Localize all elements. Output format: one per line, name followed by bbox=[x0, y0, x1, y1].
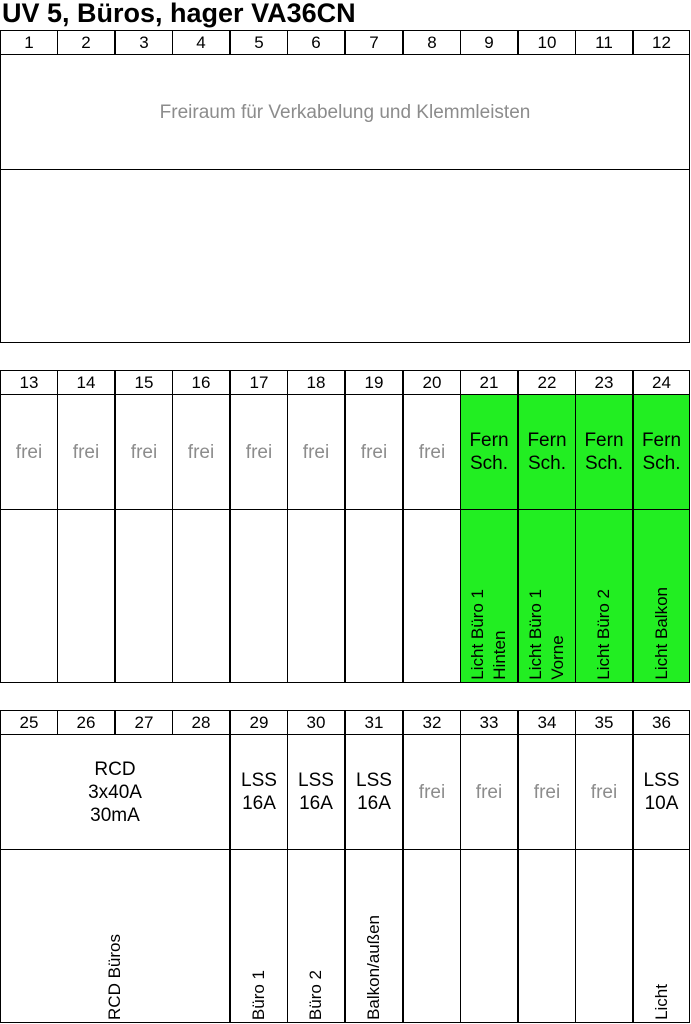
slot-number: 28 bbox=[172, 710, 230, 735]
device-label: frei bbox=[302, 441, 330, 463]
circuit-cell bbox=[575, 509, 633, 683]
empty-area bbox=[0, 169, 690, 343]
device-cell bbox=[287, 394, 345, 510]
slot-number: 10 bbox=[518, 30, 576, 55]
slot-number: 33 bbox=[460, 710, 518, 735]
device-label: LSS 16A bbox=[298, 770, 334, 814]
slot-number: 1 bbox=[0, 30, 58, 55]
slot-number: 24 bbox=[633, 370, 690, 395]
device-cell bbox=[57, 394, 115, 510]
circuit-cell bbox=[287, 509, 345, 683]
device-cell bbox=[518, 394, 576, 510]
rcd-circuit-cell bbox=[0, 849, 230, 1023]
device-label: frei bbox=[418, 441, 446, 463]
wiring-space bbox=[0, 54, 690, 170]
slot-number: 30 bbox=[287, 710, 345, 735]
slot-number: 11 bbox=[575, 30, 633, 55]
device-label: frei bbox=[533, 781, 561, 803]
slot-number: 3 bbox=[115, 30, 173, 55]
circuit-cell bbox=[575, 849, 633, 1023]
circuit-cell bbox=[230, 509, 288, 683]
device-label: Fern Sch. bbox=[527, 430, 567, 474]
device-cell bbox=[172, 394, 230, 510]
device-cell bbox=[403, 734, 461, 850]
circuit-label: Licht Büro 2 bbox=[594, 589, 613, 680]
slot-number: 14 bbox=[57, 370, 115, 395]
slot-number-row bbox=[0, 370, 691, 395]
device-cell bbox=[518, 734, 576, 850]
slot-number: 2 bbox=[57, 30, 115, 55]
circuit-label: Büro 2 bbox=[306, 969, 325, 1020]
device-cell bbox=[115, 394, 173, 510]
device-cell bbox=[633, 394, 690, 510]
device-cell bbox=[0, 394, 58, 510]
circuit-cell bbox=[287, 849, 345, 1023]
slot-number: 8 bbox=[403, 30, 461, 55]
page-title: UV 5, Büros, hager VA36CN bbox=[2, 0, 356, 28]
circuit-label: Büro 1 bbox=[249, 969, 268, 1020]
slot-number: 26 bbox=[57, 710, 115, 735]
slot-number: 19 bbox=[345, 370, 403, 395]
circuit-cell bbox=[57, 509, 115, 683]
device-cell bbox=[460, 394, 518, 510]
device-label: frei bbox=[360, 441, 388, 463]
rcd-circuit-label: RCD Büros bbox=[105, 934, 124, 1020]
rcd-device-label: RCD 3x40A 30mA bbox=[88, 758, 142, 826]
slot-number: 31 bbox=[345, 710, 403, 735]
slot-number: 13 bbox=[0, 370, 58, 395]
slot-number: 22 bbox=[518, 370, 576, 395]
circuit-cell bbox=[633, 849, 690, 1023]
circuit-cell bbox=[633, 509, 690, 683]
slot-number: 15 bbox=[115, 370, 173, 395]
circuit-cell bbox=[460, 509, 518, 683]
circuit-cell bbox=[403, 509, 461, 683]
slot-number: 6 bbox=[287, 30, 345, 55]
slot-number: 32 bbox=[403, 710, 461, 735]
device-label: frei bbox=[418, 781, 446, 803]
circuit-cell bbox=[0, 509, 58, 683]
slot-number: 25 bbox=[0, 710, 58, 735]
device-label: Fern Sch. bbox=[584, 430, 624, 474]
slot-number-row bbox=[0, 30, 691, 55]
device-label: frei bbox=[187, 441, 215, 463]
slot-number: 9 bbox=[460, 30, 518, 55]
device-label: frei bbox=[245, 441, 273, 463]
device-cell bbox=[345, 394, 403, 510]
device-cell bbox=[575, 734, 633, 850]
device-label: Fern Sch. bbox=[641, 430, 682, 474]
device-cell bbox=[575, 394, 633, 510]
slot-number: 16 bbox=[172, 370, 230, 395]
device-cell bbox=[230, 394, 288, 510]
circuit-cell bbox=[403, 849, 461, 1023]
slot-number: 35 bbox=[575, 710, 633, 735]
slot-number: 29 bbox=[230, 710, 288, 735]
circuit-cell bbox=[345, 509, 403, 683]
slot-number: 36 bbox=[633, 710, 690, 735]
device-cell bbox=[230, 734, 288, 850]
slot-number: 17 bbox=[230, 370, 288, 395]
circuit-label: Balkon/außen bbox=[364, 915, 383, 1020]
device-label: frei bbox=[72, 441, 100, 463]
circuit-cell bbox=[460, 849, 518, 1023]
panel-row-3 bbox=[0, 710, 691, 1024]
slot-number: 21 bbox=[460, 370, 518, 395]
slot-number: 23 bbox=[575, 370, 633, 395]
slot-number: 12 bbox=[633, 30, 690, 55]
circuit-cell bbox=[345, 849, 403, 1023]
device-cell bbox=[345, 734, 403, 850]
circuit-label: Licht Büro 1 Hinten bbox=[468, 589, 509, 680]
device-label: frei bbox=[475, 781, 503, 803]
device-label: LSS 10A bbox=[643, 770, 680, 814]
device-label: frei bbox=[590, 781, 618, 803]
device-label: LSS 16A bbox=[356, 770, 392, 814]
panel-row-1 bbox=[0, 30, 691, 344]
circuit-label: Licht Büro 1 Vorne bbox=[526, 589, 567, 680]
slot-number: 5 bbox=[230, 30, 288, 55]
slot-number-row bbox=[0, 710, 691, 735]
wiring-space-label: Freiraum für Verkabelung und Klemmleisten bbox=[159, 101, 531, 123]
device-label: LSS 16A bbox=[241, 770, 277, 814]
circuit-cell bbox=[115, 509, 173, 683]
slot-number: 34 bbox=[518, 710, 576, 735]
device-cell bbox=[460, 734, 518, 850]
slot-number: 7 bbox=[345, 30, 403, 55]
device-cell bbox=[287, 734, 345, 850]
device-cell bbox=[403, 394, 461, 510]
circuit-cell bbox=[518, 509, 576, 683]
circuit-cell bbox=[230, 849, 288, 1023]
circuit-label: Licht Balkon bbox=[651, 587, 671, 680]
slot-number: 4 bbox=[172, 30, 230, 55]
slot-number: 18 bbox=[287, 370, 345, 395]
circuit-cell bbox=[172, 509, 230, 683]
slot-number: 20 bbox=[403, 370, 461, 395]
circuit-label: Licht bbox=[651, 984, 671, 1020]
device-label: Fern Sch. bbox=[469, 430, 509, 474]
device-label: frei bbox=[130, 441, 158, 463]
device-label: frei bbox=[15, 441, 43, 463]
rcd-device-cell bbox=[0, 734, 230, 850]
device-cell bbox=[633, 734, 690, 850]
slot-number: 27 bbox=[115, 710, 173, 735]
panel-row-2 bbox=[0, 370, 691, 684]
circuit-cell bbox=[518, 849, 576, 1023]
